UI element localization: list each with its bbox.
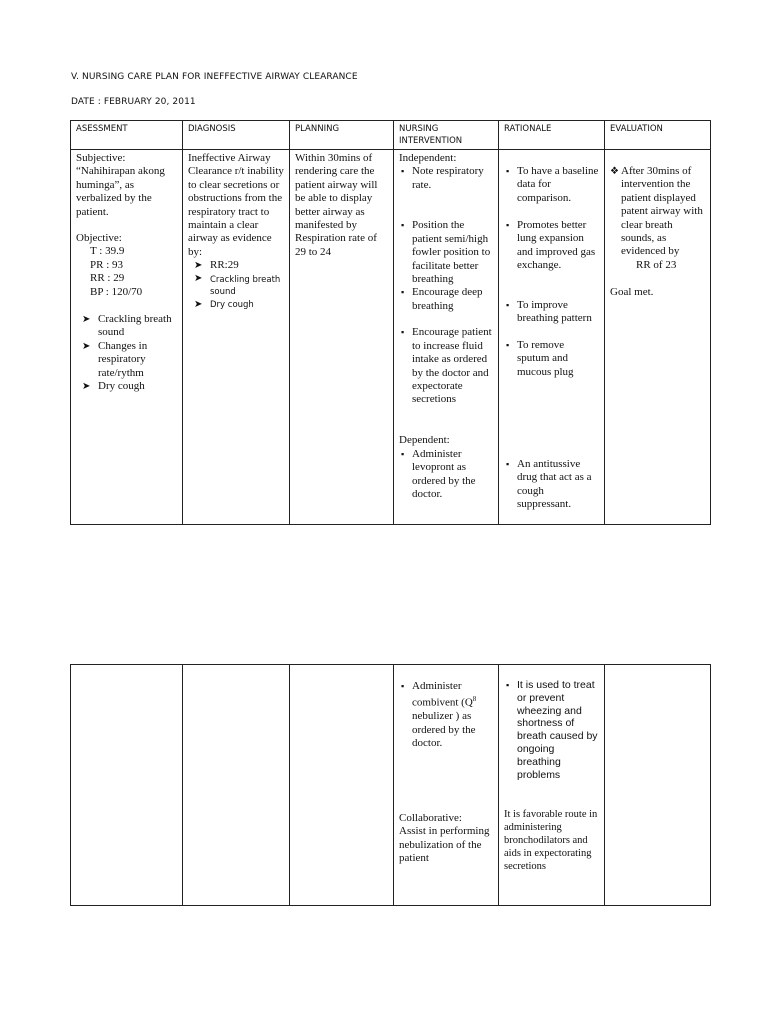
list-item: ➤ Dry cough [194,298,254,310]
arrow-bullet-icon: ➤ [82,314,91,326]
intervention-cell [394,665,499,906]
arrow-bullet-icon: ➤ [194,260,203,272]
rationale-list [504,165,599,512]
subjective-label: Subjective: [76,152,126,164]
header-planning: PLANNING [290,121,394,150]
subjective-text: “Nahihirapan akong huminga”, as verbalized by the patient. [76,165,165,218]
list-item: ➤ Crackling breath sound [82,313,172,339]
list-item: ➤ Changes in respiratory rate/rythm [82,339,148,379]
table-row [71,665,711,906]
independent-label: Independent: [399,152,457,164]
evaluation-goal: Goal met. [610,286,654,299]
arrow-bullet-icon: ➤ [194,298,203,310]
diagnosis-cell-empty [183,665,290,906]
header-evaluation: EVALUATION [605,121,711,150]
list-item: ▪ To have a baseline data for comparison. [504,165,599,219]
evaluation-rr: RR of 23 [636,258,677,271]
list-item: ▪ Administer combivent ($Q^8$ nebulizer ) as ordered by the doctor. [399,680,493,812]
header-assessment: ASESSMENT [71,121,183,150]
list-item: ▪ Administer levopront as ordered by the doctor. [399,448,493,502]
evaluation-list [610,165,705,259]
header-intervention: NURSING INTERVENTION [394,121,499,150]
list-item: ▪ Position the patient semi/high fowler position to facilitate better breathing [399,219,493,286]
planning-text: Within 30mins of rendering care the patient airway will be able to display better airway as manifested by Respiration rate of 29 to 24 [295,152,378,258]
arrow-bullet-icon: ➤ [82,381,91,393]
vital-blood-pressure: BP : 120/70 [90,285,143,298]
list-item: ➤ Crackling breath sound [194,272,281,298]
header-rationale: RATIONALE [499,121,605,150]
findings-list [76,313,177,393]
list-item: ➤ Dry cough [82,380,145,393]
header-row [71,121,711,150]
list-item: ▪ Encourage deep breathing [399,286,493,326]
evidence-list [188,259,284,311]
arrow-bullet-icon: ➤ [194,272,203,284]
list-item: ❖ After 30mins of intervention the patient displayed patent airway with clear breath sounds, as evidenced by [610,165,703,258]
planning-cell-empty [290,665,394,906]
vital-respiration: RR : 29 [90,272,125,285]
document-title: V. NURSING CARE PLAN FOR INEFFECTIVE AIRWAY CLEARANCE [71,72,358,82]
intervention-cell [394,150,499,525]
list-item: ➤ RR:29 [194,259,239,272]
rationale-cell [499,665,605,906]
assessment-cell [71,150,183,525]
list-item: ▪ An antitussive drug that act as a cough suppressant. [504,458,599,512]
list-item: ▪ It is used to treat or prevent wheezing and shortness of breath caused by ongoing breathing problems [504,679,599,808]
rationale-cell [499,150,605,525]
dependent-list [399,448,493,502]
collaborative-text: Assist in performing nebulization of the patient [399,825,490,865]
dependent-label: Dependent: [399,434,450,447]
care-plan-table [70,120,711,525]
diagnosis-cell [183,150,290,525]
list-item: ▪ To improve breathing pattern [504,299,599,339]
list-item: ▪ Encourage patient to increase fluid intake as ordered by the doctor and expectorate secretions [399,326,493,434]
rationale-list [504,679,599,808]
care-plan-table-continued [70,664,711,906]
table-row [71,150,711,525]
document-date: DATE : FEBRUARY 20, 2011 [71,97,196,107]
list-item: ▪ Note respiratory rate. [399,165,493,219]
vital-temperature: T : 39.9 [90,245,125,258]
evaluation-cell [605,150,711,525]
list-item: ▪ To remove sputum and mucous plug [504,339,599,458]
vital-pulse: PR : 93 [90,258,124,271]
diamond-bullet-icon: ❖ [610,166,619,177]
evaluation-cell-empty [605,665,711,906]
collaborative-label: Collaborative: [399,812,462,824]
vitals-list [76,245,177,299]
assessment-cell-empty [71,665,183,906]
objective-label: Objective: [76,232,122,245]
arrow-bullet-icon: ➤ [82,340,91,352]
collaborative-rationale: It is favorable route in administering bronchodilators and aids in expectorating secretions [504,809,598,872]
intervention-list [399,680,493,812]
planning-cell [290,150,394,525]
independent-list [399,165,493,434]
header-diagnosis: DIAGNOSIS [183,121,290,150]
list-item: ▪ Promotes better lung expansion and improved gas exchange. [504,219,599,299]
diagnosis-text: Ineffective Airway Clearance r/t inability to clear secretions or obstructions from the respiratory tract to maintain a clear airway as evidence by: [188,152,284,258]
